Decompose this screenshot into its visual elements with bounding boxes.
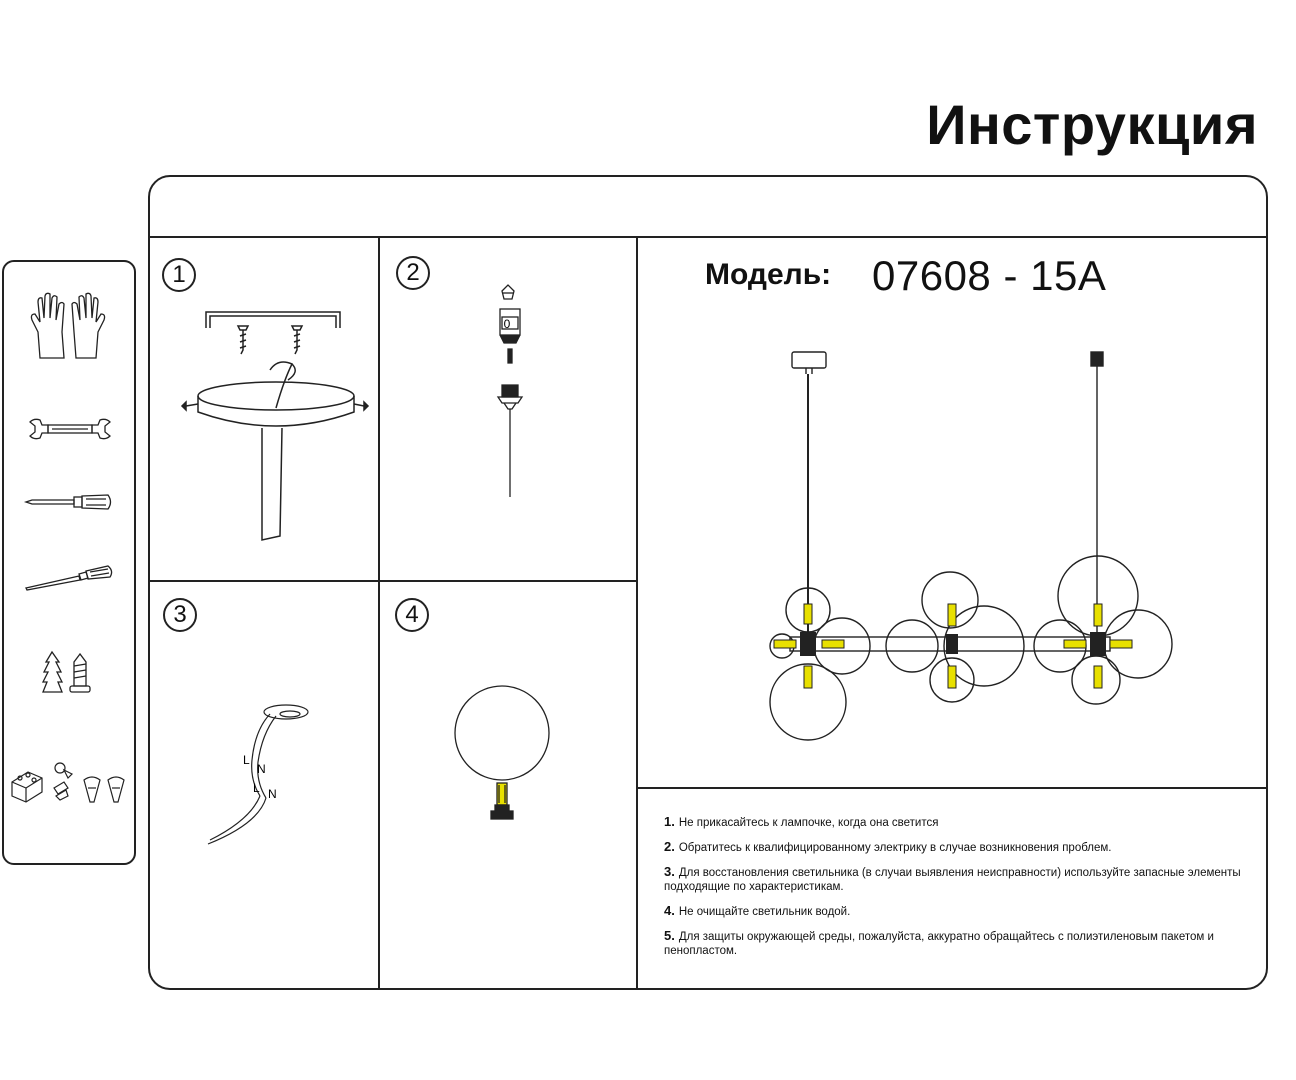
page-title: Инструкция (926, 93, 1258, 156)
step2-cable-clamp-illustration (490, 283, 530, 498)
wire-tube (262, 428, 282, 540)
safety-notes (664, 815, 1254, 968)
wrench-icon (28, 416, 112, 442)
mounting-bracket (206, 312, 340, 328)
ceiling-wires (270, 362, 295, 408)
wire-label-n1: N (257, 762, 266, 776)
model-number: 07608 - 15A (872, 252, 1107, 299)
step3-wiring-illustration (200, 700, 330, 850)
note-item: 5. Для защиты окружающей среды, пожалуйста, аккуратно обращайтесь с полиэтиленовым пакетом и пенопластом. (664, 928, 1214, 957)
step-number-3: 3 (163, 598, 197, 632)
step1-canopy-mounting-illustration (180, 300, 370, 550)
wire-label-l2: L (253, 781, 260, 795)
note-item: 4. Не очищайте светильник водой. (664, 903, 851, 918)
globe (886, 620, 938, 672)
grid-divider-h1 (148, 580, 638, 582)
screw-right (292, 326, 302, 354)
switch-mark: 0 (503, 317, 511, 331)
adjuster-screw (502, 285, 514, 299)
screw-left (238, 326, 248, 354)
bracket-inner (210, 316, 336, 328)
anchor-screw-icon (40, 650, 104, 696)
canopy-right (1091, 352, 1103, 366)
canopy-body (198, 396, 354, 426)
note-item: 1. Не прикасайтесь к лампочке, когда она светится (664, 814, 939, 829)
model-label: Модель: (705, 258, 832, 291)
step-number-1: 1 (162, 258, 196, 292)
grid-divider-v1 (378, 236, 380, 990)
chandelier-illustration (760, 350, 1180, 740)
gloves-icon (28, 292, 112, 362)
step-number-2: 2 (396, 256, 430, 290)
gripper (502, 385, 518, 397)
glass-globe (455, 686, 549, 780)
canopy-left (792, 352, 826, 368)
lamp-socket (495, 805, 509, 811)
grid-divider-v2 (636, 236, 638, 990)
wire-label-n2: N (268, 787, 277, 801)
wire-label-l1: L (243, 753, 250, 767)
notes-divider (636, 787, 1268, 789)
step4-glass-shade-illustration (455, 685, 550, 825)
note-item: 2. Обратитесь к квалифицированному электрику в случае возникновения проблем. (664, 839, 1112, 854)
screwdriver-phillips-icon (24, 492, 114, 512)
note-item: 3. Для восстановления светильника (в случаи выявления неисправности) используйте запасные элементы подходящие по характеристикам. (664, 864, 1241, 893)
step-number-4: 4 (395, 598, 429, 632)
screwdriver-flat-icon (24, 563, 114, 591)
terminal-block-icon (10, 758, 130, 808)
frame-header-divider (148, 236, 1268, 238)
